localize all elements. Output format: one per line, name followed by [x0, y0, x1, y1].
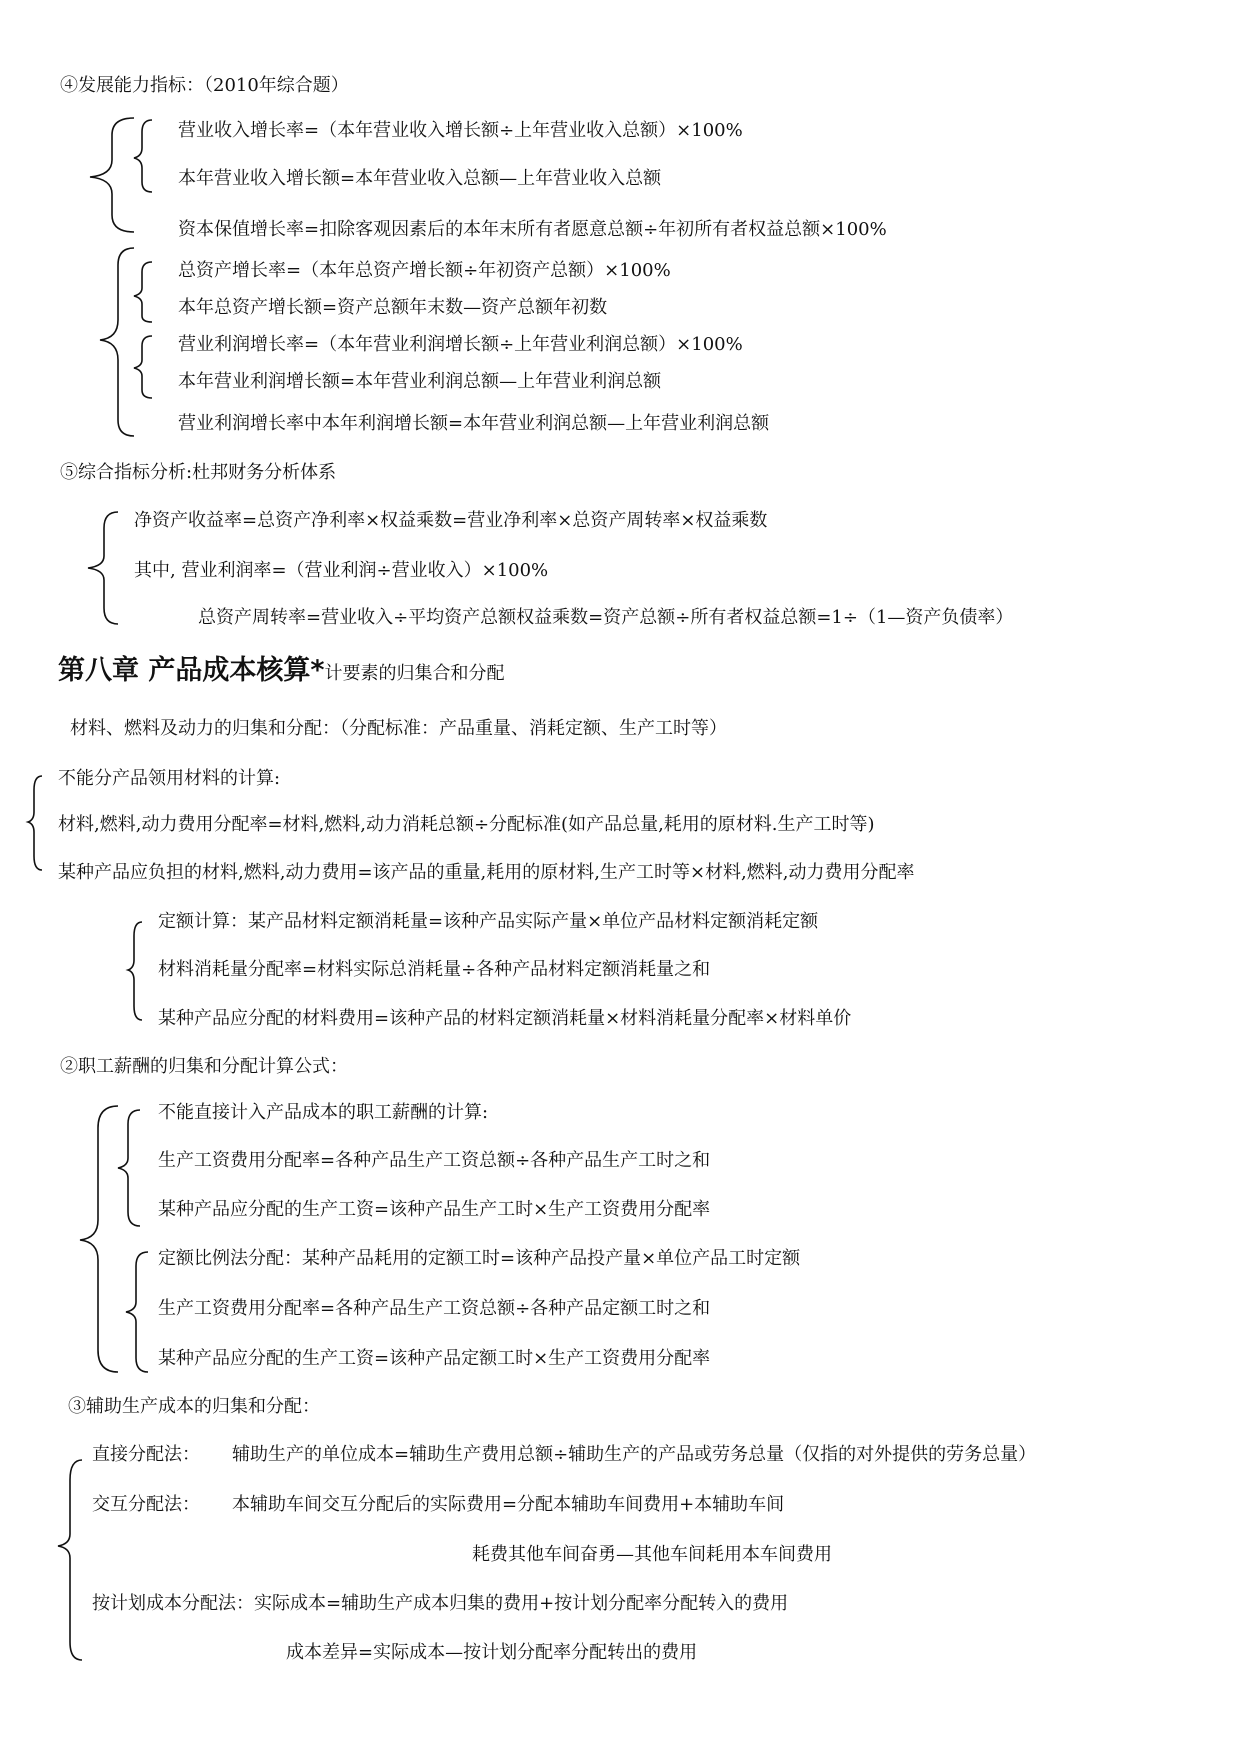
formula-line: 某种产品应分配的材料费用=该种产品的材料定额消耗量×材料消耗量分配率×材料单价	[158, 1008, 852, 1029]
formula-line: 净资产收益率=总资产净利率×权益乘数=营业净利率×总资产周转率×权益乘数	[134, 510, 768, 531]
chapter-8-heading	[58, 655, 505, 690]
section-2-title: ②职工薪酬的归集和分配计算公式：	[60, 1056, 348, 1077]
chapter-star: *	[310, 655, 325, 686]
formula-line: 不能直接计入产品成本的职工薪酬的计算:	[158, 1102, 489, 1123]
formula-line: 某种产品应分配的生产工资=该种产品定额工时×生产工资费用分配率	[158, 1348, 711, 1369]
section-4-title: ④发展能力指标：（2010年综合题）	[60, 75, 349, 96]
formula-line: 营业利润增长率中本年利润增长额=本年营业利润总额—上年营业利润总额	[178, 413, 770, 434]
formula-line: 辅助生产的单位成本=辅助生产费用总额÷辅助生产的产品或劳务总量（仅指的对外提供的劳务总量）	[232, 1444, 1037, 1465]
formula-line: 生产工资费用分配率=各种产品生产工资总额÷各种产品定额工时之和	[158, 1298, 711, 1319]
brace-material	[28, 776, 42, 870]
formula-line: 本辅助车间交互分配后的实际费用=分配本辅助车间费用+本辅助车间	[232, 1494, 785, 1515]
text-line: 材料、燃料及动力的归集和分配：（分配标准：产品重量、消耗定额、生产工时等）	[70, 718, 727, 739]
brace-aux	[58, 1460, 82, 1660]
formula-line: 总资产周转率=营业收入÷平均资产总额权益乘数=资产总额÷所有者权益总额=1÷（1—资产负债率）	[198, 607, 1014, 628]
brace-wages-inner-2	[126, 1252, 148, 1372]
formula-line: 材料消耗量分配率=材料实际总消耗量÷各种产品材料定额消耗量之和	[158, 959, 711, 980]
method-label: 交互分配法：	[92, 1494, 200, 1515]
brace-s4-outer-2	[100, 248, 134, 436]
section-3-title: ③辅助生产成本的归集和分配：	[68, 1396, 320, 1417]
formula-line: 营业利润增长率=（本年营业利润增长额÷上年营业利润总额）×100%	[178, 334, 743, 355]
brace-s4-inner-1	[134, 120, 152, 192]
brace-s4-inner-2	[134, 262, 152, 322]
formula-line: 定额比例法分配：某种产品耗用的定额工时=该种产品投产量×单位产品工时定额	[158, 1248, 801, 1269]
section-5-title: ⑤综合指标分析:杜邦财务分析体系	[60, 462, 337, 483]
method-label: 直接分配法：	[92, 1444, 200, 1465]
brace-quota	[128, 922, 142, 1020]
formula-line: 生产工资费用分配率=各种产品生产工资总额÷各种产品生产工时之和	[158, 1150, 711, 1171]
chapter-title: 第八章 产品成本核算	[58, 655, 311, 686]
formula-line: 本年营业利润增长额=本年营业利润总额—上年营业利润总额	[178, 371, 662, 392]
formula-line: 本年营业收入增长额=本年营业收入总额—上年营业收入总额	[178, 168, 662, 189]
chapter-subtitle: 计要素的归集合和分配	[324, 663, 505, 684]
formula-line: 按计划成本分配法：实际成本=辅助生产成本归集的费用+按计划分配率分配转入的费用	[92, 1593, 789, 1614]
formula-line: 某种产品应分配的生产工资=该种产品生产工时×生产工资费用分配率	[158, 1199, 711, 1220]
formula-line: 定额计算：某产品材料定额消耗量=该种产品实际产量×单位产品材料定额消耗定额	[158, 911, 819, 932]
brace-s5	[88, 512, 118, 624]
formula-line: 某种产品应负担的材料,燃料,动力费用=该产品的重量,耗用的原材料,生产工时等×材料,燃料,动力费用分配率	[58, 862, 915, 883]
formula-line: 其中, 营业利润率=（营业利润÷营业收入）×100%	[134, 560, 549, 581]
brace-s4-inner-3	[134, 336, 152, 398]
brace-wages-inner-1	[118, 1110, 140, 1226]
formula-line: 总资产增长率=（本年总资产增长额÷年初资产总额）×100%	[178, 260, 671, 281]
formula-line: 本年总资产增长额=资产总额年末数—资产总额年初数	[178, 297, 608, 318]
formula-line: 资本保值增长率=扣除客观因素后的本年末所有者愿意总额÷年初所有者权益总额×100%	[178, 219, 887, 240]
text-line: 不能分产品领用材料的计算:	[58, 768, 281, 789]
brace-wages-outer	[80, 1106, 118, 1372]
formula-line: 营业收入增长率=（本年营业收入增长额÷上年营业收入总额）×100%	[178, 120, 743, 141]
formula-line: 成本差异=实际成本—按计划分配率分配转出的费用	[286, 1642, 698, 1663]
formula-line: 材料,燃料,动力费用分配率=材料,燃料,动力消耗总额÷分配标准(如产品总量,耗用的原材料.生产工时等)	[58, 814, 875, 835]
formula-line: 耗费其他车间奋勇—其他车间耗用本车间费用	[472, 1544, 832, 1565]
brace-s4-outer-1	[90, 118, 134, 232]
